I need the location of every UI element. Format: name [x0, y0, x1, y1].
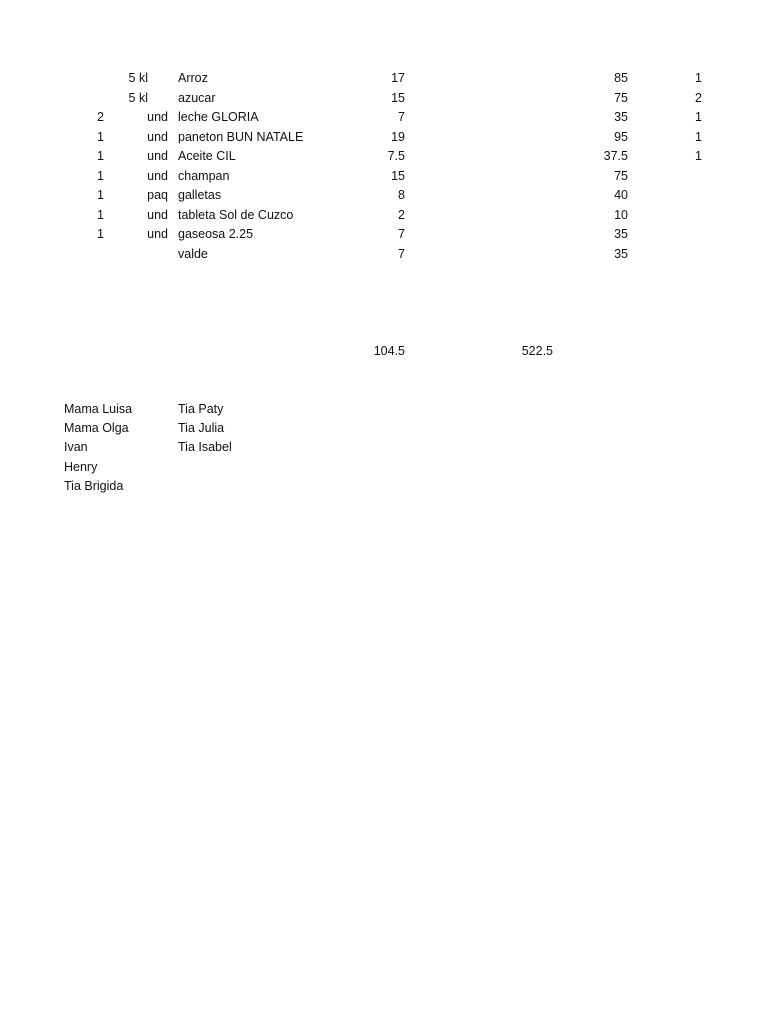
count-cell: 1: [695, 149, 702, 163]
qty-cell: 1: [97, 188, 104, 202]
qty-cell: [60, 69, 104, 87]
unit-cell: und: [147, 149, 168, 163]
total-cell: 75: [614, 91, 628, 105]
unit-cell: und: [147, 169, 168, 183]
price-cell: 2: [398, 208, 405, 222]
total-cell: 75: [614, 169, 628, 183]
total-cell: 35: [614, 110, 628, 124]
family-name-cell: Tia Isabel: [178, 440, 232, 454]
total-cell: 95: [614, 130, 628, 144]
total-cell: 37.5: [603, 149, 628, 163]
family-name-cell: Mama Luisa: [64, 402, 133, 416]
qty-cell: 2: [97, 110, 104, 124]
price-cell: 15: [391, 91, 405, 105]
item-name-cell: paneton BUN NATALE: [178, 130, 304, 144]
count-cell: 1: [695, 71, 702, 85]
item-name-cell: Aceite CIL: [178, 149, 236, 163]
item-name-cell: tableta Sol de Cuzco: [178, 208, 294, 222]
family-name-cell: Mama Olga: [64, 421, 129, 435]
item-name-cell: galletas: [178, 188, 222, 202]
qty-cell: 1: [97, 169, 104, 183]
unit-cell: paq: [147, 188, 168, 202]
unit-cell: 5 kl: [128, 91, 148, 105]
price-cell: 8: [398, 188, 405, 202]
unit-cell: und: [147, 208, 168, 222]
qty-cell: [60, 89, 104, 107]
price-cell: 7: [398, 110, 405, 124]
family-name-cell: Tia Paty: [178, 402, 224, 416]
total-cell: 35: [614, 227, 628, 241]
price-cell: 7.5: [387, 149, 405, 163]
price-cell: 17: [391, 71, 405, 85]
qty-cell: 1: [97, 149, 104, 163]
total-cell: 10: [614, 208, 628, 222]
unit-cell: und: [147, 130, 168, 144]
qty-cell: 1: [97, 208, 104, 222]
count-cell: 1: [695, 110, 702, 124]
price-cell: 15: [391, 169, 405, 183]
price-sum-cell: 104.5: [373, 344, 405, 358]
item-name-cell: leche GLORIA: [178, 110, 259, 124]
total-sum-cell: 522.5: [521, 344, 553, 358]
count-cell: 1: [695, 130, 702, 144]
unit-cell: 5 kl: [128, 71, 148, 85]
qty-cell: 1: [97, 227, 104, 241]
item-name-cell: gaseosa 2.25: [178, 227, 254, 241]
price-cell: 7: [398, 227, 405, 241]
item-name-cell: champan: [178, 169, 230, 183]
total-cell: 85: [614, 71, 628, 85]
item-name-cell: valde: [178, 247, 208, 261]
family-name-cell: Tia Julia: [178, 421, 225, 435]
price-cell: 7: [398, 247, 405, 261]
count-cell: 2: [695, 91, 702, 105]
family-name-cell: Henry: [64, 460, 98, 474]
total-cell: 35: [614, 247, 628, 261]
qty-cell: 1: [97, 130, 104, 144]
total-cell: 40: [614, 188, 628, 202]
unit-cell: und: [147, 110, 168, 124]
item-name-cell: Arroz: [178, 71, 208, 85]
item-name-cell: azucar: [178, 91, 216, 105]
unit-cell: und: [147, 227, 168, 241]
family-name-cell: Tia Brigida: [64, 479, 124, 493]
family-name-cell: Ivan: [64, 440, 88, 454]
price-cell: 19: [391, 130, 405, 144]
